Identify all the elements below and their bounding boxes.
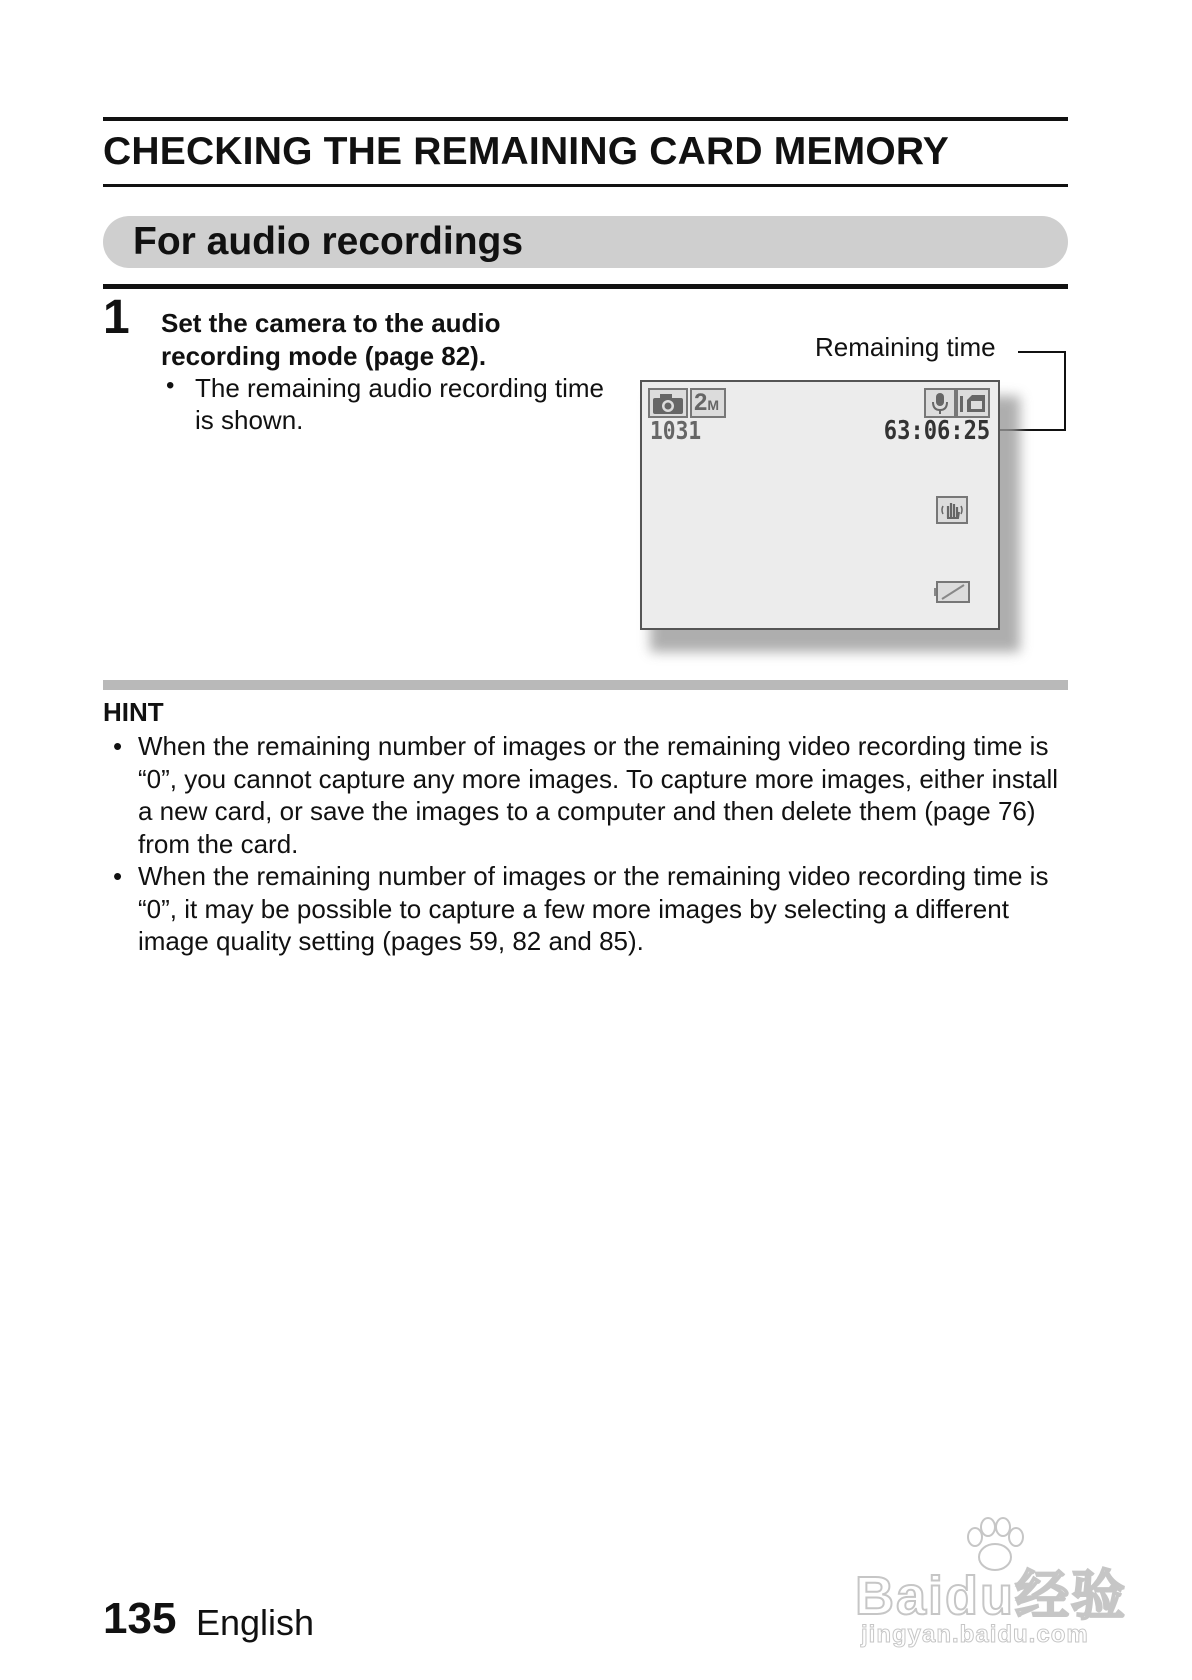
hint-item [113,860,1078,958]
title-top-rule [103,117,1068,121]
section-rule [103,284,1068,289]
camera-icon [648,388,688,418]
callout-line-vertical [1064,351,1066,431]
hint-item-text: When the remaining number of images or the remaining video recording time is “0”, you cannot capture any more images. To capture more images, either install a new card, or save the images to a computer and then delete them (page 76) from the card. [138,731,1059,859]
page-language: English [196,1602,315,1643]
step-note: The remaining audio recording time is shown. [195,373,604,435]
watermark-brand: Baidu经验 [855,1566,1128,1626]
resolution-badge [690,388,726,418]
step-bullet: • [166,372,175,399]
callout-label: Remaining time [815,332,996,362]
camera-lcd-screen [640,380,1000,630]
title-bottom-rule [103,184,1068,187]
image-count: 1031 [650,416,702,445]
battery-icon [934,580,970,604]
step-number: 1 [103,291,130,344]
page-number: 135 [103,1594,177,1643]
microphone-icon [924,388,956,418]
baidu-watermark [855,1515,1135,1655]
resolution-unit: M [707,397,720,413]
hint-item [113,730,1078,860]
resolution-number: 2 [694,389,708,416]
section-title: For audio recordings [133,220,524,263]
callout-line-top [1018,351,1066,353]
stabilizer-icon [936,496,968,524]
hint-list [113,730,1078,958]
remaining-time-value: 63:06:25 [883,416,990,446]
hint-bullet: • [113,731,123,761]
step-instruction: Set the camera to the audio recording mode (page 82). [161,308,501,371]
hint-label: HINT [103,697,164,727]
hint-bullet: • [113,861,123,891]
watermark-url: jingyan.baidu.com [861,1621,1089,1648]
hint-divider [103,680,1068,690]
card-icon [956,388,990,418]
hint-item-text: When the remaining number of images or the remaining video recording time is “0”, it may be possible to capture a few more images by selecting a different image quality setting (pages 59, 82 and 85). [138,861,1049,956]
page-title: CHECKING THE REMAINING CARD MEMORY [103,130,950,173]
